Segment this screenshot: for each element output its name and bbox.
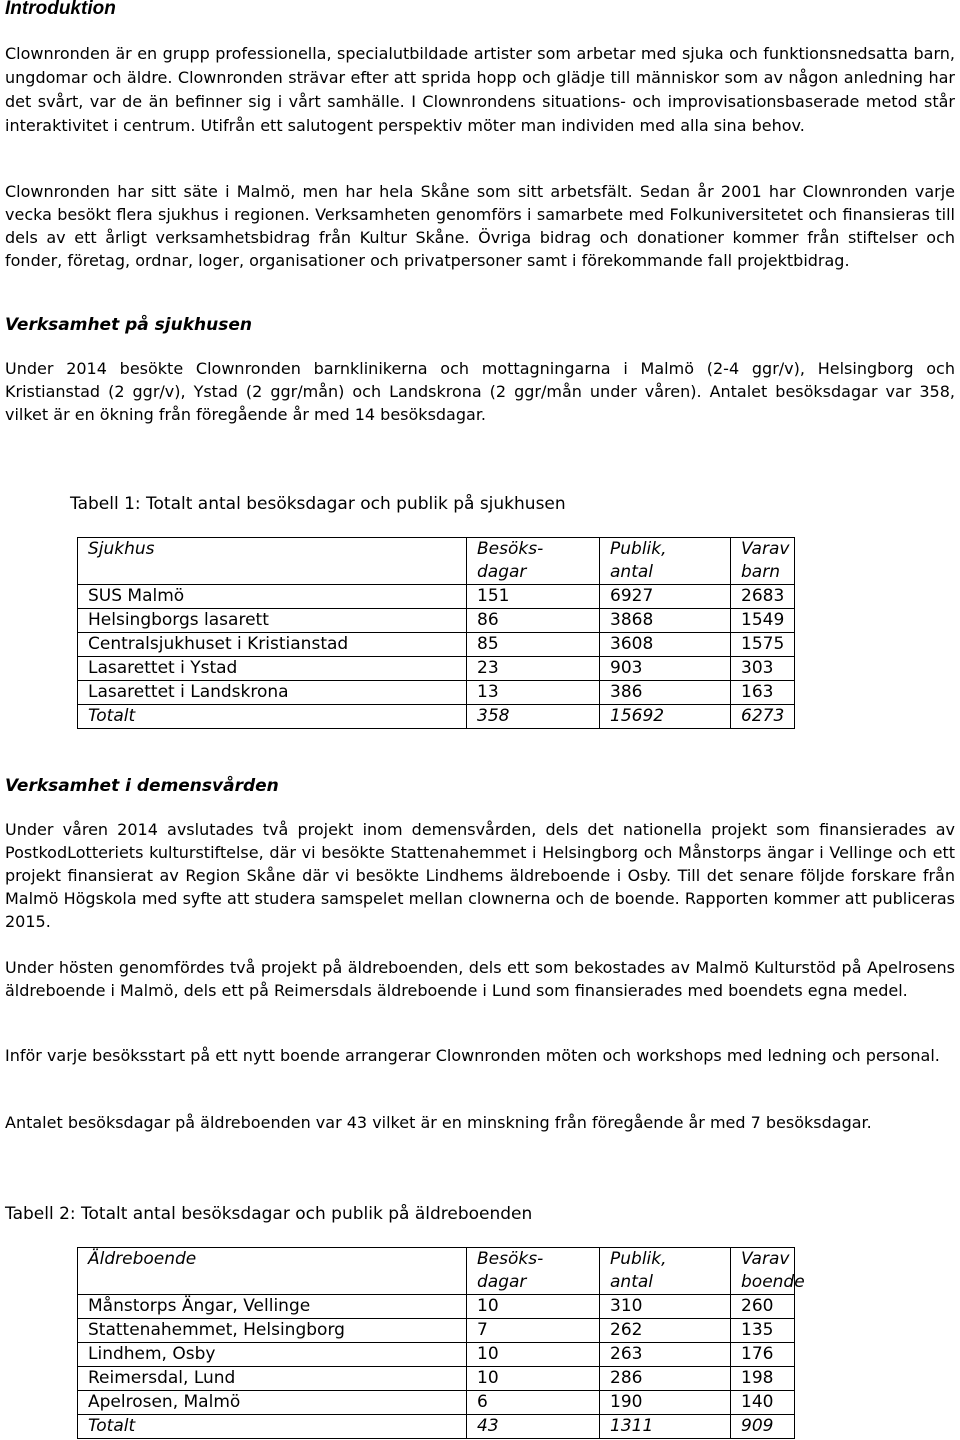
table-cell: 135: [731, 1319, 795, 1343]
table-cell: Reimersdal, Lund: [78, 1367, 467, 1391]
table-row: [78, 657, 795, 681]
table-cell: Lindhem, Osby: [78, 1343, 467, 1367]
table2-header-cell: Publik, antal: [600, 1248, 731, 1295]
intro-paragraph-1: Clownronden är en grupp professionella, specialutbildade artister som arbetar med sjuka och funktionsnedsatta barn, ungdomar och äldre. Clownronden strävar efter att sprida hopp och glädje till människor som av någon anledning har det svårt, var de än befinner sig i vårt samhälle. I Clownrondens situations- och improvisationsbaserade metod står interaktivitet i centrum. Utifrån ett salutogent perspektiv möter man individen med alla sina behov.: [5, 44, 955, 135]
table2-header-row: [78, 1248, 795, 1295]
table-cell: 6: [467, 1391, 600, 1415]
dementia-paragraph-1: Under våren 2014 avslutades två projekt inom demensvården, dels det nationella projekt som finansierades av PostkodLotteriets kulturstiftelse, där vi besökte Stattenahemmet i Helsingborg och Månstorps ängar i Vellinge och ett projekt finansierat av Region Skåne där vi besökte Lindhems äldreboende i Osby. Till det senare följde forskare från Malmö Högskola med syfte att studera samspelet mellan clownerna och de boende. Rapporten kommer att publiceras 2015.: [5, 820, 955, 931]
table2-total-row: [78, 1415, 795, 1439]
table-cell: 1549: [731, 609, 795, 633]
table2-header-cell: Besöks- dagar: [467, 1248, 600, 1295]
table-cell: Totalt: [78, 705, 467, 729]
table-cell: 3608: [600, 633, 731, 657]
table-cell: 86: [467, 609, 600, 633]
table-cell: Månstorps Ängar, Vellinge: [78, 1295, 467, 1319]
table-cell: 10: [467, 1367, 600, 1391]
table-row: [78, 1319, 795, 1343]
table-cell: 190: [600, 1391, 731, 1415]
table-cell: 10: [467, 1295, 600, 1319]
dementia-paragraph-2: Under hösten genomfördes två projekt på äldreboenden, dels ett som bekostades av Malmö Kulturstöd på Apelrosens äldreboende i Malmö, dels ett på Reimersdals äldreboende i Lund som finansierades med boendets egna medel.: [5, 958, 955, 1000]
table-row: [78, 681, 795, 705]
table-cell: 1311: [600, 1415, 731, 1439]
table-cell: 13: [467, 681, 600, 705]
intro-paragraph-2: Clownronden har sitt säte i Malmö, men har hela Skåne som sitt arbetsfält. Sedan år 2001 har Clownronden varje vecka besökt flera sjukhus i regionen. Verksamheten genomförs i samarbete med Folkuniversitetet och finansieras till dels av ett årligt verksamhetsbidrag från Kultur Skåne. Övriga bidrag och donationer kommer från stiftelser och fonder, företag, ordnar, loger, organisationer och privatpersoner samt i förekommande fall projektbidrag.: [5, 182, 955, 270]
table-cell: 85: [467, 633, 600, 657]
table-cell: 1575: [731, 633, 795, 657]
table-cell: 286: [600, 1367, 731, 1391]
table-cell: 7: [467, 1319, 600, 1343]
table-cell: 140: [731, 1391, 795, 1415]
table1-header-cell: Publik, antal: [600, 538, 731, 585]
table-cell: 310: [600, 1295, 731, 1319]
hospitals-paragraph: Under 2014 besökte Clownronden barnklinikerna och mottagningarna i Malmö (2-4 ggr/v), Helsingborg och Kristianstad (2 ggr/v), Ystad (2 ggr/mån) och Landskrona (2 ggr/mån under våren). Antalet besöksdagar var 358, vilket är en ökning från föregående år med 14 besöksdagar.: [5, 359, 955, 424]
table1-total-row: [78, 705, 795, 729]
table-cell: 163: [731, 681, 795, 705]
table-cell: 260: [731, 1295, 795, 1319]
table1: [77, 537, 795, 729]
table-cell: 909: [731, 1415, 795, 1439]
table-cell: 10: [467, 1343, 600, 1367]
table-cell: 23: [467, 657, 600, 681]
table-cell: 263: [600, 1343, 731, 1367]
table2-header-cell: Äldreboende: [78, 1248, 467, 1295]
table-cell: 15692: [600, 705, 731, 729]
table2: [77, 1247, 805, 1439]
table-row: [78, 1367, 795, 1391]
table-cell: 386: [600, 681, 731, 705]
table-cell: 3868: [600, 609, 731, 633]
table1-header-cell: Besöks- dagar: [467, 538, 600, 585]
table1-header-row: [78, 538, 795, 585]
table-row: [78, 585, 795, 609]
table1-header-cell: Varav barn: [731, 538, 795, 585]
table-cell: 2683: [731, 585, 795, 609]
intro-heading: Introduktion: [5, 0, 116, 19]
table-cell: Totalt: [78, 1415, 467, 1439]
table-cell: Lasarettet i Landskrona: [78, 681, 467, 705]
table-cell: 151: [467, 585, 600, 609]
table-cell: SUS Malmö: [78, 585, 467, 609]
table1-caption: Tabell 1: Totalt antal besöksdagar och publik på sjukhusen: [70, 494, 566, 514]
table2-header-cell: Varav boende: [731, 1248, 795, 1295]
table-cell: 303: [731, 657, 795, 681]
table-cell: Helsingborgs lasarett: [78, 609, 467, 633]
table-row: [78, 1343, 795, 1367]
table-row: [78, 609, 795, 633]
table-cell: 176: [731, 1343, 795, 1367]
table-cell: 903: [600, 657, 731, 681]
table-cell: Centralsjukhuset i Kristianstad: [78, 633, 467, 657]
table-cell: 198: [731, 1367, 795, 1391]
dementia-paragraph-3: Inför varje besöksstart på ett nytt boende arrangerar Clownronden möten och workshops med ledning och personal.: [5, 1046, 940, 1065]
dementia-paragraph-4: Antalet besöksdagar på äldreboenden var 43 vilket är en minskning från föregående år med 7 besöksdagar.: [5, 1113, 872, 1132]
table-cell: 43: [467, 1415, 600, 1439]
dementia-heading: Verksamhet i demensvården: [5, 776, 279, 796]
table-cell: Lasarettet i Ystad: [78, 657, 467, 681]
table-cell: 358: [467, 705, 600, 729]
table-cell: 6273: [731, 705, 795, 729]
table-row: [78, 1295, 795, 1319]
table-row: [78, 633, 795, 657]
table-cell: Apelrosen, Malmö: [78, 1391, 467, 1415]
table-cell: 6927: [600, 585, 731, 609]
table-cell: 262: [600, 1319, 731, 1343]
hospitals-heading: Verksamhet på sjukhusen: [5, 315, 252, 335]
table2-caption: Tabell 2: Totalt antal besöksdagar och publik på äldreboenden: [5, 1204, 533, 1224]
table-cell: Stattenahemmet, Helsingborg: [78, 1319, 467, 1343]
table1-header-cell: Sjukhus: [78, 538, 467, 585]
table-row: [78, 1391, 795, 1415]
